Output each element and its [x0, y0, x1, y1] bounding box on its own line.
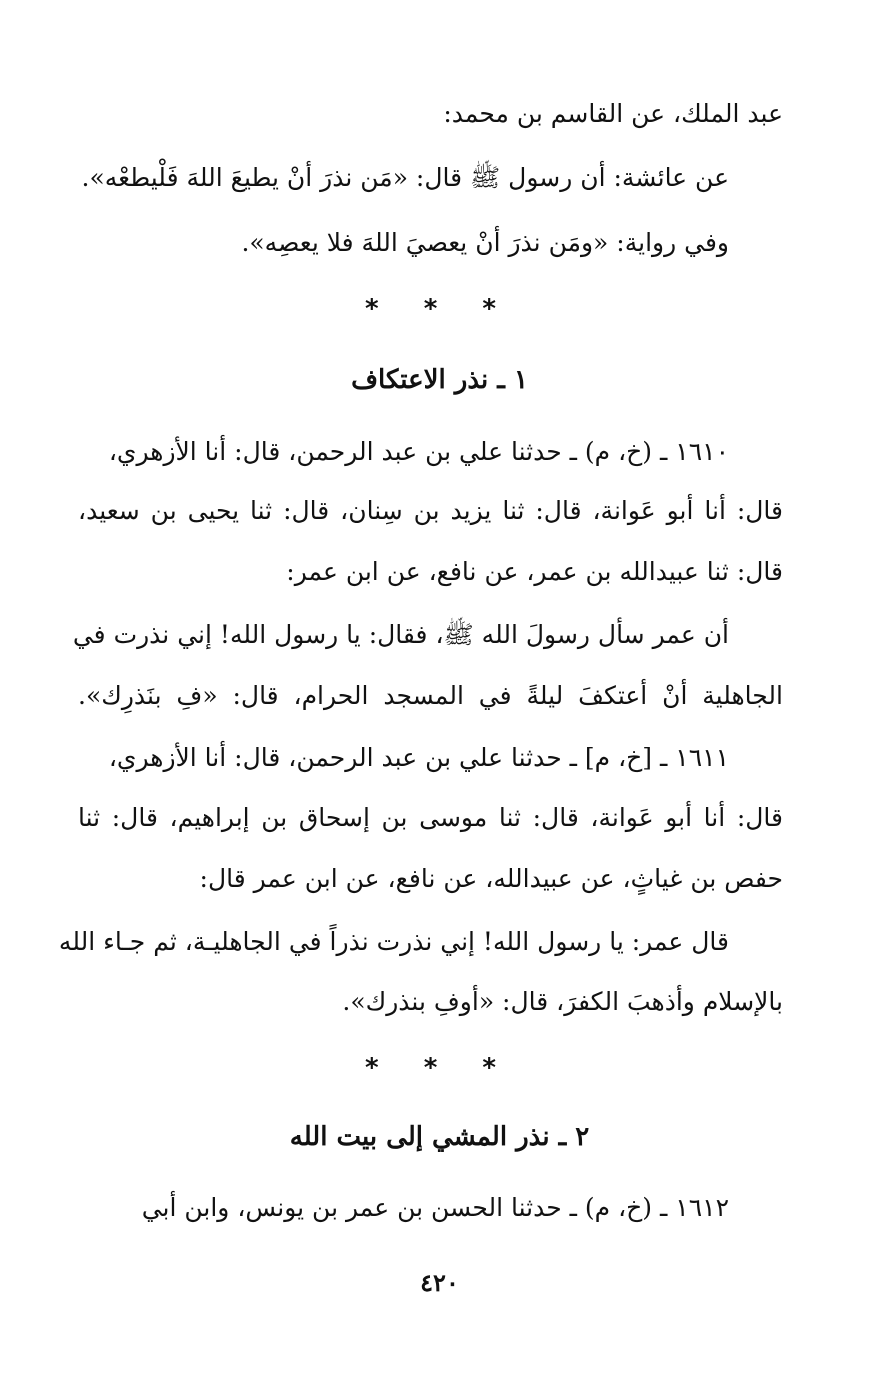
- hadith-1611-line-1: ١٦١١ ـ [خ، م] ـ حدثنا علي بن عبد الرحمن، قال: أنا الأزهري،: [108, 743, 729, 772]
- separator-stars: * * *: [365, 1053, 514, 1083]
- hadith-1611-line-2: قال: أنا أبو عَوانة، قال: ثنا موسى بن إسحاق بن إبراهيم، قال: ثنا: [78, 803, 783, 832]
- hadith-1610-matn-line-1: أن عمر سأل رسولَ الله ﷺ، فقال: يا رسول الله! إني نذرت في: [72, 620, 729, 649]
- text-line-2: عن عائشة: أن رسول ﷺ قال: «مَن نذرَ أنْ يطيعَ اللهَ فَلْيطعْه».: [81, 163, 729, 192]
- hadith-1610-line-1: ١٦١٠ ـ (خ، م) ـ حدثنا علي بن عبد الرحمن، قال: أنا الأزهري،: [108, 437, 729, 466]
- hadith-1611-matn-line-1: قال عمر: يا رسول الله! إني نذرت نذراً في الجاهليـة، ثم جـاء الله: [58, 927, 729, 956]
- hadith-1611-line-3: حفص بن غياثٍ، عن عبيدالله، عن نافع، عن ابن عمر قال:: [199, 864, 783, 893]
- hadith-1610-line-3: قال: ثنا عبيدالله بن عمر، عن نافع، عن ابن عمر:: [286, 557, 783, 586]
- hadith-1610-matn-line-2: الجاهلية أنْ أعتكفَ ليلةً في المسجد الحرام، قال: «فِ بنَذرِك».: [78, 681, 783, 710]
- section-heading-2: ٢ ـ نذر المشي إلى بيت الله: [289, 1122, 590, 1152]
- separator-stars: * * *: [365, 294, 514, 324]
- hadith-1610-line-2: قال: أنا أبو عَوانة، قال: ثنا يزيد بن سِنان، قال: ثنا يحيى بن سعيد،: [78, 496, 783, 525]
- hadith-1611-matn-line-2: بالإسلام وأذهبَ الكفرَ، قال: «أوفِ بنذرك».: [342, 987, 783, 1016]
- hadith-1612-line-1: ١٦١٢ ـ (خ، م) ـ حدثنا الحسن بن عمر بن يونس، وابن أبي: [141, 1193, 729, 1222]
- text-line-3: وفي رواية: «ومَن نذرَ أنْ يعصيَ اللهَ فلا يعصِه».: [241, 228, 729, 257]
- page-number: ٤٢٠: [420, 1268, 459, 1297]
- text-line-1: عبد الملك، عن القاسم بن محمد:: [443, 99, 783, 128]
- section-heading-1: ١ ـ نذر الاعتكاف: [351, 365, 528, 395]
